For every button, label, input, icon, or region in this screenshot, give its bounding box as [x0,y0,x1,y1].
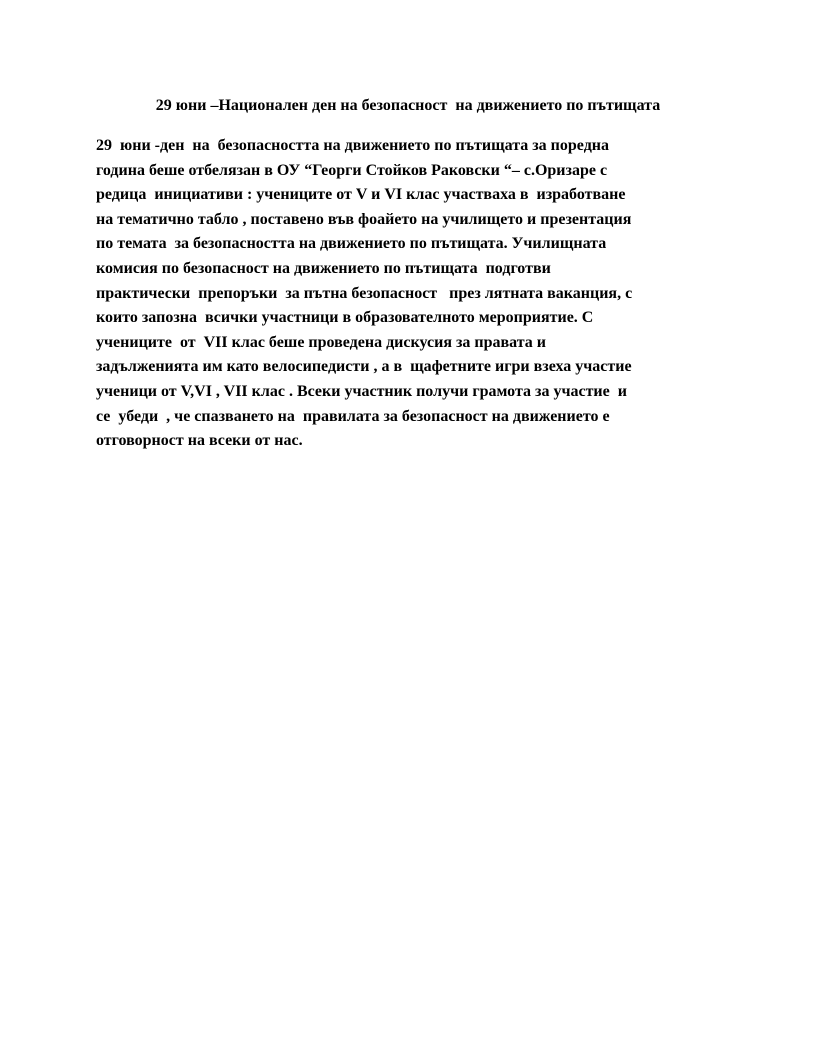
paragraph-line: задълженията им като велосипедисти , а в щафетните игри взеха участие [96,358,632,376]
paragraph-line: се убеди , че спазването на правилата за безопасност на движението е [96,407,610,425]
paragraph-line: по темата за безопасността на движението по пътищата. Училищната [96,235,607,253]
paragraph-line: комисия по безопасност на движението по пътищата подготви [96,259,551,277]
paragraph-line: практически препоръки за пътна безопасност през лятната ваканция, с [96,284,633,302]
paragraph-line: на тематично табло , поставено във фоайето на училището и презентация [96,210,632,228]
paragraph-line: ученици от V,VI , VII клас . Всеки участник получи грамота за участие и [96,382,627,400]
document-title: 29 юни –Национален ден на безопасност на движението по пътищата [155,97,661,114]
paragraph-line: учениците от VII клас беше проведена дискусия за правата и [96,333,547,351]
paragraph-line: година беше отбелязан в ОУ “Георги Стойков Раковски “– с.Оризаре с [96,161,608,179]
paragraph-line: които запозна всички участници в образователното мероприятие. С [96,309,594,327]
paragraph-line: 29 юни -ден на безопасността на движението по пътищата за поредна [96,137,609,154]
paragraph-line: отговорност на всеки от нас. [96,432,303,450]
body-paragraph [96,134,736,454]
paragraph-line: редица инициативи : учениците от V и VI клас участваха в изработване [96,186,626,204]
